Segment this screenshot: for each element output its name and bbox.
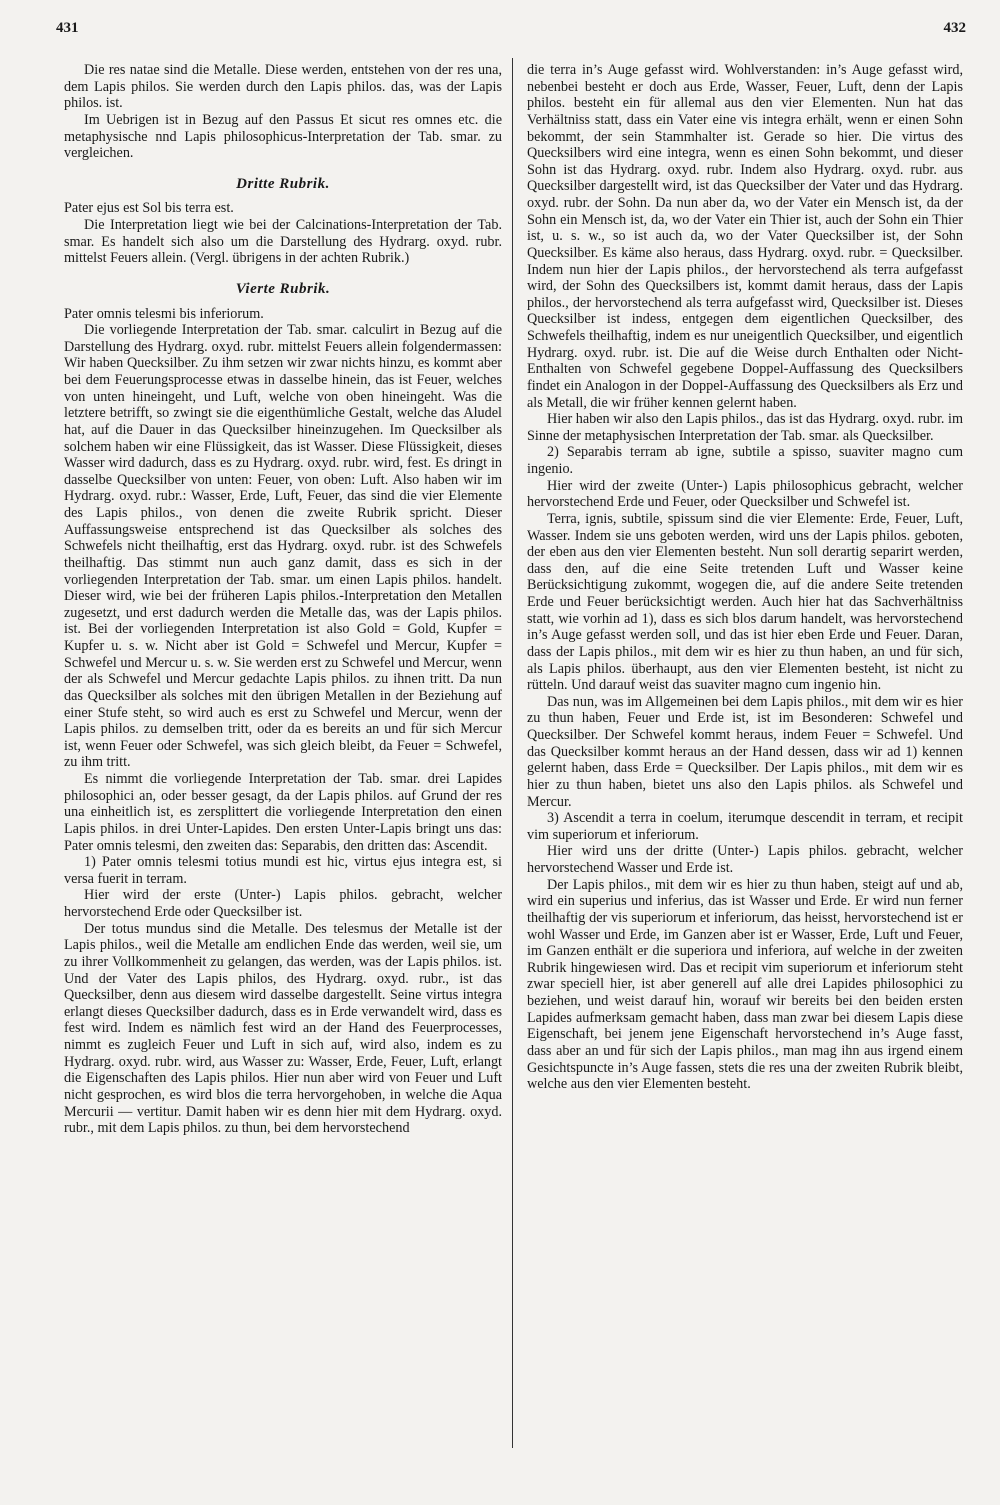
section-heading-dritte-rubrik: Dritte Rubrik. — [236, 175, 330, 192]
paragraph: 1) Pater omnis telesmi totius mundi est hic, virtus ejus integra est, si versa fuerit in terram. — [64, 854, 502, 887]
paragraph: Hier wird der zweite (Unter-) Lapis philosophicus gebracht, welcher hervorstechend Erde und Feuer, oder Quecksilber und Schwefel ist. — [527, 477, 963, 511]
paragraph: Pater ejus est Sol bis terra est. — [64, 200, 234, 217]
paragraph: Hier wird uns der dritte (Unter-) Lapis philos. gebracht, welcher hervorstechend Wasser und Erde ist. — [527, 843, 963, 876]
right-column — [527, 62, 963, 1093]
paragraph: 2) Separabis terram ab igne, subtile a spisso, suaviter magno cum ingenio. — [527, 444, 963, 477]
paragraph: Die vorliegende Interpretation der Tab. smar. calculirt in Bezug auf die Darstellung des Hydrarg. oxyd. rubr. mittelst Feuers allein folgendermassen: Wir haben Quecksilber. Zu ihm setzen wir zwar nichts hinzu, es kommt aber bei dem Feuerungsprocesse etwas in dasselbe hinein, das ist Feuer, welches von unten hineingeht, und Luft, welche von oben hineingeht. Was die letztere betrifft, so zwingt sie die eigenthümliche Gestalt, welche das Aludel hat, auf die Dauer in das Quecksilber hineinzugehen. Im Quecksilber als solchem haben wir eine Flüssigkeit, das ist Wasser. Diese Flüssigkeit, dieses Wasser wird dadurch, dass es zu Hydrarg. oxyd. rubr. wird, fest. Es dringt in dasselbe Quecksilber von unten: Feuer, von oben: Luft. Also haben wir im Hydrarg. oxyd. rubr.: Wasser, Erde, Luft, Feuer, das sind die vier Elemente des Lapis philos., von denen die zweite Rubrik spricht. Dieser Auffassungsweise entsprechend ist das Quecksilber als solches des Schwefels nicht theilhaftig, erst das Hydrarg. oxyd. rubr. ist des Schwefels theilhaftig. Das stimmt nun auch ganz damit, dass es sich in der vorliegenden Interpretation der Tab. smar. um einen Lapis philos. handelt. Dieser wird, wie bei der früheren Lapis philos.-Interpretation den Metallen zugesetzt, und erst dadurch werden die Metalle das, was der Lapis philos. ist. Bei der vorliegenden Interpretation ist also Gold = Gold, Kupfer = Kupfer u. s. w. Nicht aber ist Gold = Schwefel und Mercur, Kupfer = Schwefel und Mercur u. s. w. Sie werden erst zu Schwefel und Mercur, wenn der als Schwefel und Mercur gedachte Lapis philos. zu ihnen tritt. Da nun das Quecksilber als solches mit den übrigen Metallen in der Beziehung auf einer Stufe steht, so wird auch es erst zu Schwefel und Mercur, wenn der Lapis philos. zu demselben tritt, oder da es bereits an und für sich Mercur ist, wenn Feuer oder Schwefel, was sich gleich bleibt, da Feuer = Schwefel, zu ihm tritt. — [64, 322, 502, 771]
paragraph: 3) Ascendit a terra in coelum, iterumque descendit in terram, et recipit vim superiorum et inferiorum. — [527, 810, 963, 843]
paragraph: Hier haben wir also den Lapis philos., das ist das Hydrarg. oxyd. rubr. im Sinne der metaphysischen Interpretation der Tab. smar. als Quecksilber. — [527, 411, 963, 444]
section-heading-vierte-rubrik: Vierte Rubrik. — [235, 280, 331, 297]
paragraph: Hier wird der erste (Unter-) Lapis philos. gebracht, welcher hervorstechend Erde oder Quecksilber ist. — [64, 887, 502, 920]
paragraph: Terra, ignis, subtile, spissum sind die vier Elemente: Erde, Feuer, Luft, Wasser. Indem sie uns geboten werden, wird uns der Lapis philos. geboten, der eben aus den vier Elementen besteht. Nun soll derartig separirt werden, dass den, auf die eine Seite tretenden Luft und Wasser keine Berücksichtigung zukommt, wogegen die, auf die andere Seite tretenden Erde und Feuer berücksichtigt werden. Auch hier hat das Sachverhältniss statt, wie vorhin ad 1), dass es sich blos darum handelt, was hervorstechend in’s Auge gefasst werden soll, und das ist hier eben Erde und Feuer. Daran, dass der Lapis philos., mit dem wir es hier zu thun haben, an und für sich, als Lapis philos. überhaupt, aus den vier Elementen besteht, ist nicht zu rütteln. Und darauf weist das suaviter magno cum ingenio hin. — [527, 510, 963, 694]
paragraph: Die Interpretation liegt wie bei der Calcinations-Interpretation der Tab. smar. Es handelt sich also um die Darstellung des Hydrarg. oxyd. rubr. mittelst Feuers allein. (Vergl. übrigens in der achten Rubrik.) — [64, 217, 502, 267]
paragraph: die terra in’s Auge gefasst wird. Wohlverstanden: in’s Auge gefasst wird, nebenbei besteht er doch aus Erde, Wasser, Feuer, Luft, denn der Lapis philos. besteht ein für allemal aus den vier Elementen. Nun hat das Verhältniss statt, dass ein Vater eine vis integra erhält, wenn er einen Sohn bekommt, der sein Stammhalter ist. Gerade so hier. Die virtus des Quecksilbers wird eine integra, wenn es einen Sohn bekommt, und dieser Sohn ist das Hydrarg. oxyd. rubr. Indem also Hydrarg. oxyd. rubr. aus Quecksilber dargestellt wird, ist das Quecksilber der Vater und das Hydrarg. oxyd. rubr. der Sohn. Da nun aber da, wo der Vater ein Mensch ist, da der Sohn ein Mensch ist, da, wo der Vater ein Thier ist, auch der Sohn ein Thier ist, u. s. w., so ist auch da, wo der Vater Quecksilber ist, der Sohn Quecksilber. Es käme also heraus, dass Hydrarg. oxyd. rubr. = Quecksilber. Indem nun hier der Lapis philos., der hervorstechend als terra aufgefasst wird, der Sohn des Quecksilbers ist, kommt damit heraus, dass der Lapis philos., der hervorstechend als terra aufgefasst wird, Quecksilber ist. Dieses Quecksilber ist indess, entgegen dem eigentlichen Quecksilber, des Schwefels theilhaftig, indem es nur uneigentlich Quecksilber, und eigentlich Hydrarg. oxyd. rubr. ist. Die auf die Weise durch Enthalten oder Nicht-Enthalten von Schwefel gegebene Doppel-Auffassung des Quecksilbers findet ein Analogon in der Doppel-Auffassung des Quecksilbers als Erz und als Metall, die wir früher kennen gelernt haben. — [527, 62, 963, 411]
paragraph: Es nimmt die vorliegende Interpretation der Tab. smar. drei Lapides philosophici an, oder besser gesagt, da der Lapis philos. auf Grund der res una einheitlich ist, es zersplittert die vorliegende Interpretation den einen Lapis philos. in drei Unter-Lapides. Den ersten Unter-Lapis bringt uns das: Pater omnis telesmi, den zweiten das: Separabis, den dritten das: Ascendit. — [64, 771, 502, 854]
paragraph: Das nun, was im Allgemeinen bei dem Lapis philos., mit dem wir es hier zu thun haben, Feuer und Erde ist, ist im Besonderen: Schwefel und Quecksilber. Der Schwefel kommt heraus, indem Feuer = Schwefel. Und das Quecksilber kommt heraus an der Hand dessen, dass wir ad 1) kennen gelernt haben, dass Erde = Quecksilber. Der Lapis philos., mit dem wir es hier zu thun haben, bietet uns also den Lapis philos. als Schwefel und Mercur. — [527, 693, 963, 810]
paragraph: Die res natae sind die Metalle. Diese werden, entstehen von der res una, dem Lapis philos. Sie werden durch den Lapis philos. das, was der Lapis philos. ist. — [64, 62, 502, 112]
paragraph: Pater omnis telesmi bis inferiorum. — [64, 305, 264, 322]
column-divider — [512, 58, 513, 1448]
paragraph: Der Lapis philos., mit dem wir es hier zu thun haben, steigt auf und ab, wird ein superius und inferius, das ist Wasser und Erde. Er wird nun ferner theilhaftig der vis superiorum et inferiorum, das heisst, hervorstechend ist er wohl Wasser und Erde, im Ganzen aber ist er Wasser, Erde, Luft und Feuer, im Ganzen enthält er die superiora und inferiora, auf welche in der zweiten Rubrik hingewiesen wird. Das et recipit vim superiorum et inferiorum steht zwar speciell hier, ist aber generell auf alle drei Lapides philosophici zu beziehen, und weist darauf hin, worauf wir bereits bei den beiden ersten Lapides aufmerksam gemacht haben, dass man zwar bei diesem Lapis diese Eigenschaft, bei jenem jene Eigenschaft hervorstechend in’s Auge fasst, dass aber an und für sich der Lapis philos., man mag ihn aus irgend einem Gesichtspuncte in’s Auge fassen, stets die res una der zweiten Rubrik bleibt, welche aus den vier Elementen besteht. — [527, 876, 963, 1093]
left-column — [64, 62, 502, 1137]
paragraph: Der totus mundus sind die Metalle. Des telesmus der Metalle ist der Lapis philos., weil die Metalle am endlichen Ende das werden, weil sie, um zu ihrer Vollkommenheit zu gelangen, das werden, was der Lapis philos. ist. Und der Vater des Lapis philos, des Hydrarg. oxyd. rubr., ist das Quecksilber, denn aus diesem wird dasselbe dargestellt. Seine virtus integra erlangt dieses Quecksilber dadurch, dass es in Erde verwandelt wird, dass es fest wird. Indem es nämlich fest wird an der Hand des Feuerprocesses, nimmt es zugleich Feuer und Luft in sich auf, wird also, indem es zu Hydrarg. oxyd. rubr. wird, aus Wasser zu: Wasser, Erde, Feuer, Luft, erlangt die Eigenschaften des Lapis philos. Hier nun aber wird von Feuer und Luft nicht gesprochen, es wird blos die terra hervorgehoben, in welche die Aqua Mercurii — vertitur. Damit haben wir es denn hier mit dem Hydrarg. oxyd. rubr., mit dem Lapis philos. zu thun, bei dem hervorstechend — [64, 920, 502, 1137]
page-number-right: 432 — [943, 20, 966, 36]
page-number-left: 431 — [56, 20, 79, 36]
paragraph: Im Uebrigen ist in Bezug auf den Passus Et sicut res omnes etc. die metaphysische nnd Lapis philosophicus-Interpretation der Tab. smar. zu vergleichen. — [64, 111, 502, 162]
